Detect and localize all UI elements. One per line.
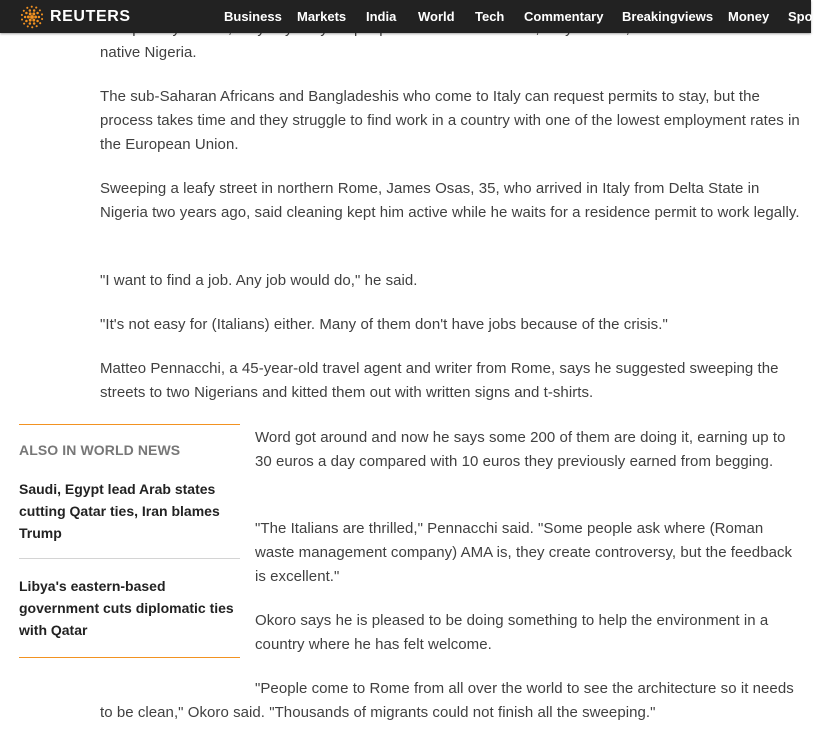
nav-breakingviews[interactable]: Breakingviews bbox=[622, 9, 714, 24]
site-header bbox=[0, 0, 822, 33]
nav-india[interactable]: India bbox=[366, 9, 397, 24]
sidebar-top-rule bbox=[19, 424, 240, 425]
nav-money[interactable]: Money bbox=[728, 9, 770, 24]
reuters-logo[interactable] bbox=[19, 4, 131, 29]
article-paragraph: Sweeping a leafy street in northern Rome, James Osas, 35, who arrived in Italy from Delta State in Nigeria two years ago, said cleaning kept him active while he waits for a residence permit to work legally. bbox=[100, 180, 800, 221]
logo-text: REUTERS bbox=[50, 7, 131, 25]
article-paragraph: "It's not easy for (Italians) either. Many of them don't have jobs because of the crisis." bbox=[100, 316, 668, 333]
article-paragraph: Word got around and now he says some 200 of them are doing it, earning up to 30 euros a day compared with 10 euros they previously earned from begging. bbox=[255, 429, 786, 470]
nav-markets[interactable]: Markets bbox=[297, 9, 347, 24]
article-paragraph: "I want to find a job. Any job would do," he said. bbox=[100, 272, 418, 289]
article-paragraph: Okoro says he is pleased to be doing something to help the environment in a country where he has felt welcome. bbox=[255, 612, 769, 653]
sidebar-heading: ALSO IN WORLD NEWS bbox=[19, 442, 181, 458]
article-paragraph: Matteo Pennacchi, a 45-year-old travel agent and writer from Rome, says he suggested sweeping the streets to two Nigerians and kitted them out with written signs and t-shirts. bbox=[100, 360, 779, 401]
nav-sport[interactable]: Sport bbox=[788, 9, 822, 24]
reuters-dot-logo-icon bbox=[19, 4, 45, 30]
sidebar-bottom-rule bbox=[19, 657, 240, 658]
sidebar-link-libya[interactable]: Libya's eastern-based government cuts diplomatic ties with Qatar bbox=[19, 578, 234, 638]
article-paragraph: The sub-Saharan Africans and Bangladeshis who come to Italy can request permits to stay, but the process takes time and they struggle to find work in a country with one of the lowest employment rates in the European Union. bbox=[100, 88, 800, 153]
article-paragraph: native Nigeria. bbox=[100, 44, 197, 61]
sidebar-link-saudi-egypt[interactable]: Saudi, Egypt lead Arab states cutting Qatar ties, Iran blames Trump bbox=[19, 481, 220, 541]
nav-tech[interactable]: Tech bbox=[475, 9, 505, 24]
article-paragraph: "The Italians are thrilled," Pennacchi said. "Some people ask where (Roman waste management company) AMA is, they create controversy, but the feedback is excellent." bbox=[255, 520, 793, 585]
nav-business[interactable]: Business bbox=[224, 9, 282, 24]
article-paragraph: "People come to Rome from all over the world to see the architecture so it needs to be clean," Okoro said. "Thousands of migrants could not finish all the sweeping." bbox=[100, 680, 794, 721]
nav-world[interactable]: World bbox=[418, 9, 455, 24]
nav-commentary[interactable]: Commentary bbox=[524, 9, 604, 24]
sidebar-divider bbox=[19, 558, 240, 559]
